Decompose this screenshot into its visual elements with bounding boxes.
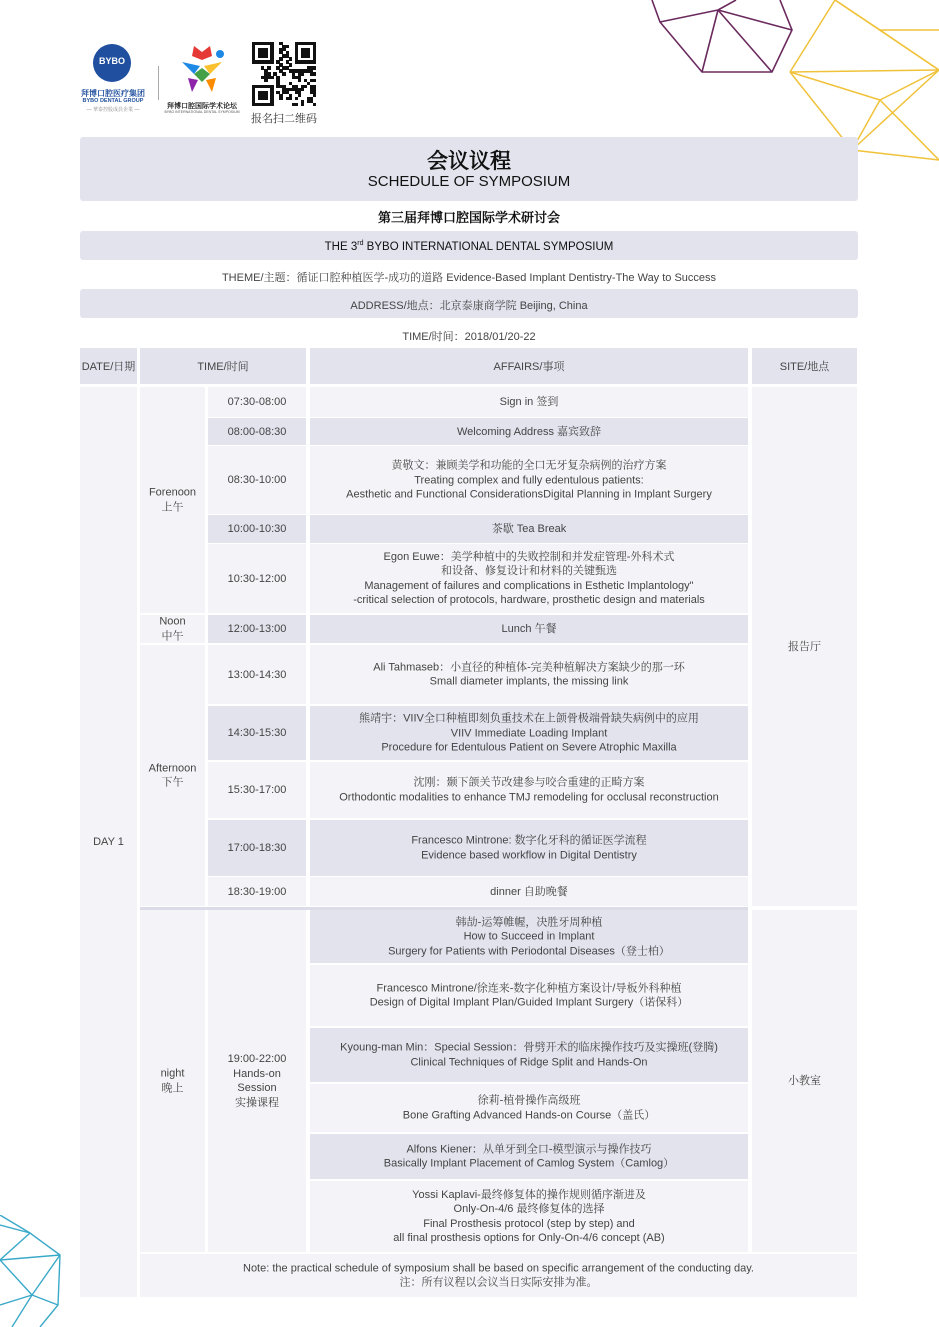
affair-cell-line: Sign in 签到 — [499, 395, 559, 408]
affair-cell-line: Lunch 午餐 — [501, 622, 557, 635]
night-affair-cell — [310, 965, 748, 1026]
affair-cell-line: Ali Tahmaseb：小直径的种植体-完美种植解决方案缺少的那一环 — [373, 661, 685, 673]
time-cell-text: 13:00-14:30 — [227, 668, 287, 681]
symposium-title-en-post: BYBO INTERNATIONAL DENTAL SYMPOSIUM — [363, 240, 614, 253]
night-time-cell-line: 实操课程 — [235, 1096, 279, 1109]
forum-name-cn: 拜博口腔国际学术论坛 — [167, 103, 237, 110]
site-classroom — [752, 910, 857, 1252]
affair-cell-line: Egon Euwe：美学种植中的失败控制和并发症管理-外科术式 — [383, 550, 675, 563]
time-cell-text: 10:00-10:30 — [227, 522, 287, 535]
note-cell-line: 注：所有议程以会议当日实际安排为准。 — [399, 1276, 598, 1289]
bybo-badge-text: BYBO — [98, 56, 125, 66]
time-cell — [208, 515, 306, 543]
time-cell — [208, 645, 306, 704]
decorative-polyhedron-bottom-left — [0, 1215, 65, 1327]
night-affair-cell-line: Bone Grafting Advanced Hands-on Course（盖氏） — [402, 1109, 656, 1121]
night-affair-cell — [310, 1028, 748, 1082]
night-time-cell-line: 19:00-22:00 — [227, 1053, 287, 1065]
time-cell-text: 14:30-15:30 — [227, 726, 287, 739]
site-classroom-text: 小教室 — [788, 1074, 821, 1087]
period-forenoon-line: 上午 — [161, 501, 184, 513]
night-affair-cell-line: Surgery for Patients with Periodontal Diseases（登士柏） — [388, 944, 670, 957]
night-affair-cell-line: Basically Implant Placement of Camlog System（Camlog） — [383, 1157, 675, 1170]
period-forenoon-line: Forenoon — [148, 486, 197, 499]
affair-cell-line: Evidence based workflow in Digital Dentistry — [421, 849, 637, 861]
time-cell-text: 12:00-13:00 — [227, 622, 287, 635]
period-afternoon-line: 下午 — [161, 776, 184, 789]
page-title-en: SCHEDULE OF SYMPOSIUM — [367, 173, 571, 190]
bybo-name-cn: 拜博口腔医疗集团 — [81, 89, 145, 98]
time-cell-text: 08:00-08:30 — [227, 425, 287, 438]
period-night-line: 晚上 — [161, 1082, 184, 1094]
site-hall — [752, 387, 857, 906]
night-affair-cell-line: Yossi Kaplavi-最终修复体的操作规则循序渐进及 — [412, 1188, 646, 1201]
time-line: TIME/时间：2018/01/20-22 — [402, 331, 536, 343]
period-noon — [140, 615, 205, 643]
period-afternoon — [140, 645, 205, 906]
night-affair-cell-line: Only-On-4/6 最终修复体的选择 — [453, 1203, 605, 1215]
night-affair-cell — [310, 1084, 748, 1132]
night-affair-cell-line: 徐莉-植骨操作高级班 — [477, 1094, 581, 1107]
time-cell — [208, 544, 306, 613]
time-cell-text: 15:30-17:00 — [227, 783, 287, 796]
night-separator — [140, 907, 748, 910]
period-noon-line: Noon — [159, 615, 186, 628]
affair-cell — [310, 387, 748, 417]
affair-cell-line: -critical selection of protocols, hardware, prosthetic design and materials — [353, 594, 705, 606]
theme-line: THEME/主题：循证口腔种植医学-成功的道路 Evidence-Based Implant Dentistry-The Way to Success — [221, 272, 717, 284]
time-cell — [208, 387, 306, 417]
forum-figure-icon — [174, 44, 230, 96]
affair-cell — [310, 762, 748, 818]
time-cell — [208, 418, 306, 445]
registration-qr-code[interactable] — [252, 42, 316, 106]
night-affair-cell — [310, 1181, 748, 1252]
night-affair-cell-line: all final prosthesis options for Only-On-4/6 concept (AB) — [393, 1232, 665, 1244]
page-title-cn: 会议议程 — [427, 150, 511, 173]
night-affair-cell-line: Final Prosthesis protocol (step by step) and — [423, 1217, 635, 1230]
title-band — [80, 137, 858, 201]
affair-cell-line: dinner 自助晚餐 — [490, 885, 568, 898]
night-affair-cell-line: How to Succeed in Implant — [463, 930, 595, 943]
affair-cell — [310, 877, 748, 906]
night-time-cell-line: Hands-on — [233, 1067, 281, 1080]
affair-cell — [310, 645, 748, 704]
night-affair-cell-line: 韩劼-运筹帷幄，决胜牙周种植 — [455, 915, 603, 928]
affair-cell-line: 茶歇 Tea Break — [491, 522, 567, 535]
bybo-group-logo — [78, 44, 148, 116]
bybo-tagline: — 華泰控股成員企業 — — [86, 107, 140, 113]
symposium-title-en — [80, 240, 858, 253]
affair-cell-line: Orthodontic modalities to enhance TMJ remodeling for occlusal reconstruction — [339, 791, 719, 803]
night-time-cell-line: Session — [237, 1082, 277, 1094]
affair-cell-line: Management of failures and complications in Esthetic Implantology" — [364, 579, 694, 592]
night-affair-cell-line: Francesco Mintrone/徐连来-数字化种植方案设计/导板外科种植 — [376, 982, 682, 994]
forum-logo — [166, 44, 238, 116]
time-cell — [208, 877, 306, 906]
time-cell — [208, 446, 306, 514]
time-cell-text: 10:30-12:00 — [227, 572, 287, 585]
affair-cell-line: VIIV Immediate Loading Implant — [450, 726, 608, 739]
affair-cell-line: Welcoming Address 嘉宾致辞 — [456, 425, 602, 438]
header-time-label: TIME/时间 — [197, 361, 249, 373]
period-forenoon — [140, 387, 205, 613]
night-affair-cell — [310, 1134, 748, 1179]
night-affair-cell — [310, 910, 748, 963]
site-hall-text: 报告厅 — [788, 640, 821, 653]
time-cell — [208, 762, 306, 818]
header-time — [140, 348, 306, 384]
date-cell — [80, 387, 137, 1297]
time-cell-text: 17:00-18:30 — [227, 841, 287, 854]
forum-name-en: BYBO INTERNATIONAL DENTAL SYMPOSIUM — [164, 110, 240, 114]
affair-cell-line: 熊靖宇：VIIV全口种植即刻负重技术在上颌骨极端骨缺失病例中的应用 — [359, 712, 699, 725]
affair-cell-line: 黄敬文：兼顾美学和功能的全口无牙复杂病例的治疗方案 — [391, 459, 667, 472]
night-affair-cell-line: Clinical Techniques of Ridge Split and Hands-On — [410, 1056, 648, 1068]
time-cell — [208, 820, 306, 876]
affair-cell — [310, 706, 748, 760]
time-cell-text: 08:30-10:00 — [227, 473, 287, 486]
affair-cell — [310, 446, 748, 514]
time-cell-text: 07:30-08:00 — [227, 395, 287, 408]
period-night-line: night — [160, 1067, 185, 1080]
date-cell-text: DAY 1 — [93, 835, 124, 848]
affair-cell-line: Small diameter implants, the missing link — [429, 675, 629, 688]
affair-cell-line: Francesco Mintrone: 数字化牙科的循证医学流程 — [411, 834, 647, 847]
note-cell — [140, 1254, 857, 1297]
night-time-cell — [208, 910, 306, 1252]
affair-cell — [310, 544, 748, 613]
period-night — [140, 910, 205, 1252]
affair-cell-line: Aesthetic and Functional ConsiderationsDigital Planning in Implant Surgery — [346, 488, 712, 501]
night-affair-cell-line: Kyoung-man Min：Special Session：骨劈开术的临床操作技巧及实操班(登腾) — [340, 1041, 718, 1054]
header-site-label: SITE/地点 — [779, 361, 830, 373]
header-date-label: DATE/日期 — [81, 361, 136, 373]
symposium-title-en-pre: THE 3 — [324, 240, 358, 253]
affair-cell — [310, 820, 748, 876]
header-affairs — [310, 348, 748, 384]
address-band — [80, 289, 858, 318]
note-cell-line: Note: the practical schedule of symposium shall be based on specific arrangement of the conducting day. — [243, 1262, 754, 1274]
affair-cell — [310, 615, 748, 643]
night-affair-cell-line: Alfons Kiener：从单牙到全口-模型演示与操作技巧 — [406, 1143, 652, 1155]
qr-caption: 报名扫二维码 — [251, 113, 317, 125]
bybo-name-en: BYBO DENTAL GROUP — [82, 98, 144, 104]
time-cell-text: 18:30-19:00 — [227, 885, 287, 898]
header-affairs-label: AFFAIRS/事项 — [493, 361, 565, 373]
affair-cell-line: Procedure for Edentulous Patient on Severe Atrophic Maxilla — [381, 741, 677, 754]
symposium-title-band — [80, 231, 858, 260]
symposium-title-en-sup: rd — [357, 240, 364, 247]
address-line: ADDRESS/地点：北京泰康商学院 Beijing, China — [350, 300, 588, 312]
affair-cell — [310, 418, 748, 445]
period-noon-line: 中午 — [161, 630, 184, 642]
affair-cell-line: 和设备、修复设计和材料的关键甄选 — [441, 565, 617, 577]
symposium-title-cn: 第三届拜博口腔国际学术研讨会 — [377, 210, 560, 225]
header-site — [752, 348, 857, 384]
night-affair-cell-line: Design of Digital Implant Plan/Guided Implant Surgery（诺保科） — [369, 996, 689, 1009]
period-afternoon-line: Afternoon — [148, 762, 197, 774]
time-cell — [208, 615, 306, 643]
logo-divider — [158, 66, 159, 100]
time-cell — [208, 706, 306, 760]
header-date — [80, 348, 137, 384]
affair-cell — [310, 515, 748, 543]
affair-cell-line: 沈刚：颞下颌关节改建参与咬合重建的正畸方案 — [413, 776, 645, 789]
affair-cell-line: Treating complex and fully edentulous patients: — [414, 473, 644, 486]
